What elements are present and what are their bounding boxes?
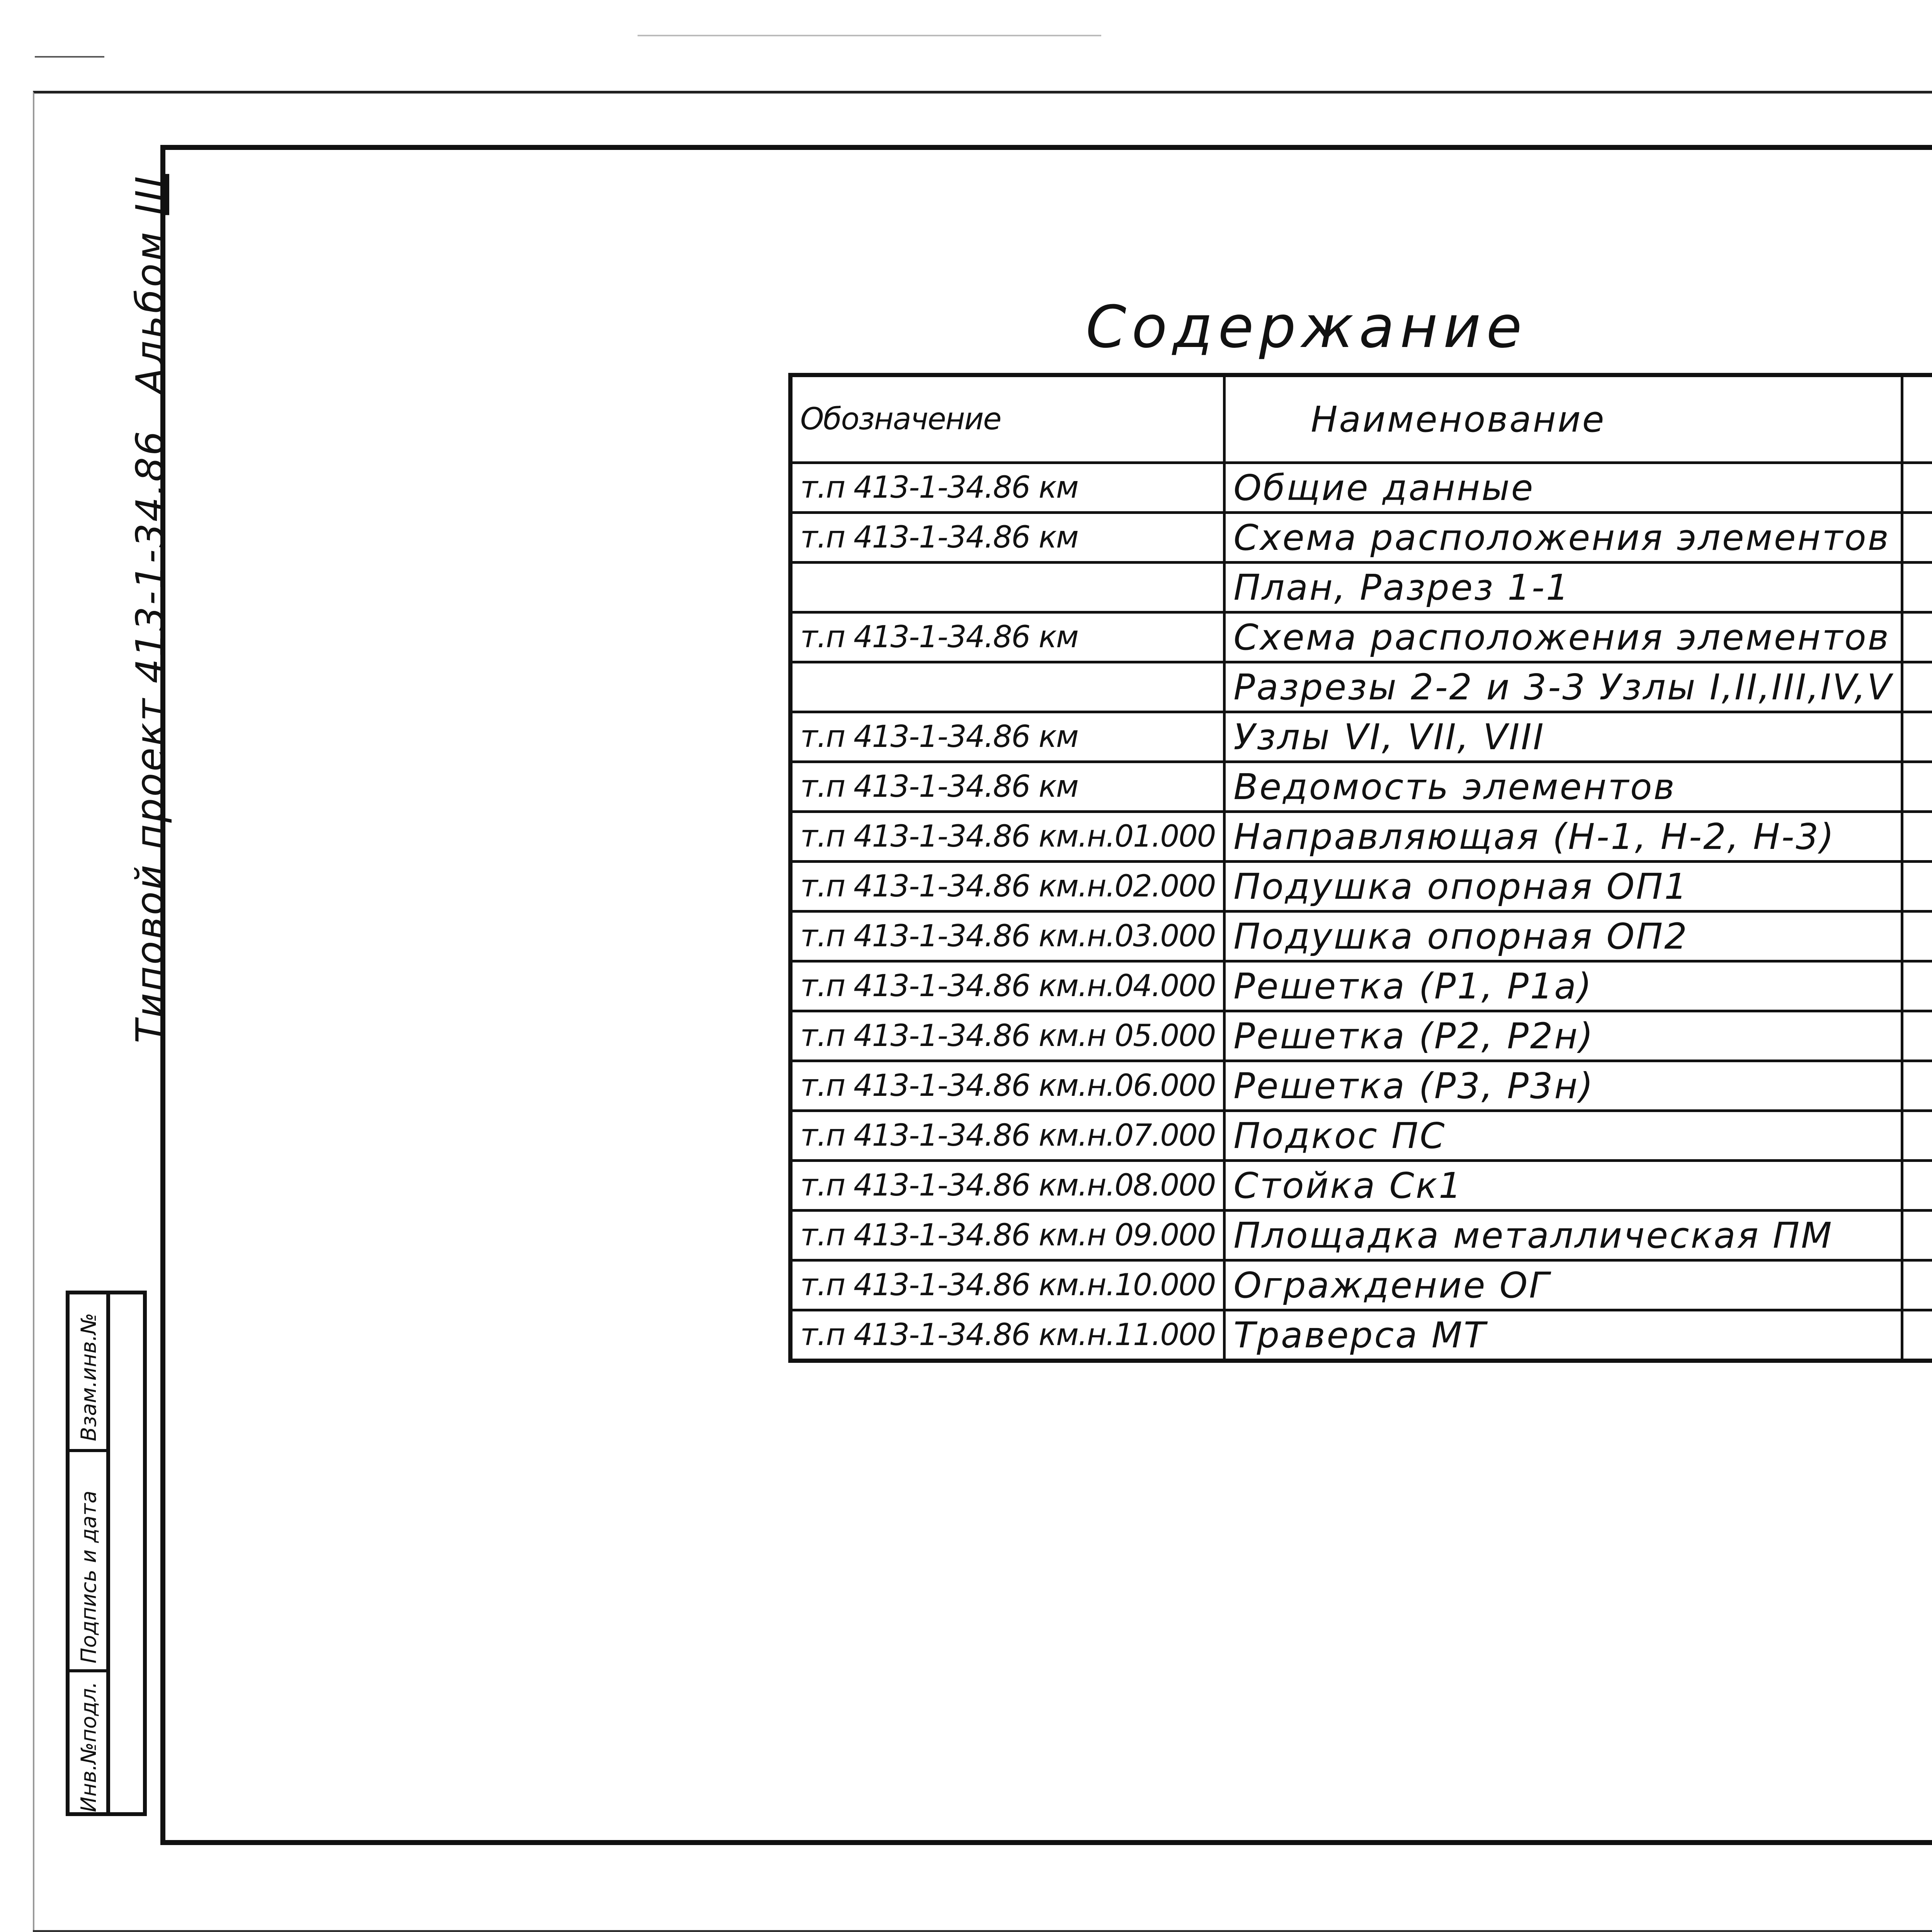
contents-table: [788, 373, 1932, 1363]
cell-page: [1902, 563, 1932, 612]
cell-designation: т.п 413-1-34.86 км.н.08.000: [791, 1161, 1225, 1211]
cell-designation: [791, 662, 1225, 712]
table-row: [791, 961, 1932, 1011]
cell-name: Узлы VI, VII, VIII: [1225, 712, 1902, 762]
table-row: [791, 612, 1932, 662]
cell-designation: т.п 413-1-34.86 км.н.11.000: [791, 1310, 1225, 1361]
cell-page: [1902, 513, 1932, 563]
cell-page: [1902, 912, 1932, 961]
header-name: Наименование: [1225, 375, 1902, 463]
cell-page: [1902, 1161, 1932, 1211]
cell-page: [1902, 1061, 1932, 1111]
table-row: [791, 1111, 1932, 1161]
cell-designation: т.п 413-1-34.86 км: [791, 712, 1225, 762]
cell-name: Ограждение ОГ: [1225, 1260, 1902, 1310]
table-row: [791, 513, 1932, 563]
table-row: [791, 1211, 1932, 1260]
cell-name: Направляющая (Н-1, Н-2, Н-3): [1225, 812, 1902, 862]
cell-designation: т.п 413-1-34.86 км.н.10.000: [791, 1260, 1225, 1310]
table-row: [791, 762, 1932, 812]
cell-name: Ведомость элементов: [1225, 762, 1902, 812]
project-label: Типовой проект 413-1-34.86: [128, 429, 173, 1043]
stamp-separator: [70, 1449, 106, 1452]
cell-page: [1902, 1011, 1932, 1061]
cell-name: Подушка опорная ОП2: [1225, 912, 1902, 961]
table-row: [791, 862, 1932, 912]
cell-designation: т.п 413-1-34.86 км.н.06.000: [791, 1061, 1225, 1111]
cell-name: Подушка опорная ОП1: [1225, 862, 1902, 912]
table-row: [791, 463, 1932, 513]
cell-page: [1902, 862, 1932, 912]
cell-designation: т.п 413-1-34.86 км: [791, 762, 1225, 812]
cell-designation: [791, 563, 1225, 612]
table-row: [791, 1260, 1932, 1310]
cell-page: [1902, 762, 1932, 812]
cell-page: [1902, 1111, 1932, 1161]
frame-bottom-line: [33, 1930, 1932, 1932]
cell-designation: т.п 413-1-34.86 км: [791, 513, 1225, 563]
cell-designation: т.п 413-1-34.86 км.н.04.000: [791, 961, 1225, 1011]
scan-mark: [638, 35, 1101, 36]
header-page: [1902, 375, 1932, 463]
table-row: [791, 812, 1932, 862]
table-row: [791, 662, 1932, 712]
cell-designation: т.п 413-1-34.86 км.н 05.000: [791, 1011, 1225, 1061]
cell-designation: т.п 413-1-34.86 км.н.01.000: [791, 812, 1225, 862]
stamp-inv-podl: Инв.№подл.: [77, 1681, 101, 1812]
table-row: [791, 1011, 1932, 1061]
cell-page: [1902, 662, 1932, 712]
cell-page: [1902, 712, 1932, 762]
cell-page: [1902, 1260, 1932, 1310]
cell-name: План, Разрез 1-1: [1225, 563, 1902, 612]
cell-name: Площадка металлическая ПМ: [1225, 1211, 1902, 1260]
cell-name: Подкос ПС: [1225, 1111, 1902, 1161]
cell-designation: т.п 413-1-34.86 км: [791, 463, 1225, 513]
cell-name: Решетка (Р3, Р3н): [1225, 1061, 1902, 1111]
cell-page: [1902, 961, 1932, 1011]
cell-page: [1902, 812, 1932, 862]
table-body: [791, 463, 1932, 1361]
table-row: [791, 563, 1932, 612]
cell-designation: т.п 413-1-34.86 км.н.03.000: [791, 912, 1225, 961]
cell-page: [1902, 1310, 1932, 1361]
album-label: [128, 174, 173, 394]
margin-stamp: [66, 1291, 147, 1816]
stamp-podpis-data: Подпись и дата: [77, 1490, 101, 1663]
scan-mark: [35, 56, 104, 58]
stamp-divider: [106, 1294, 110, 1812]
table-row: [791, 912, 1932, 961]
table-header-row: [791, 375, 1932, 463]
stamp-separator: [70, 1669, 106, 1672]
cell-name: Решетка (Р2, Р2н): [1225, 1011, 1902, 1061]
cell-page: [1902, 463, 1932, 513]
cell-name: Стойка Ск1: [1225, 1161, 1902, 1211]
header-designation: Обозначение: [791, 375, 1225, 463]
cell-page: [1902, 1211, 1932, 1260]
cell-designation: т.п 413-1-34.86 км.н 09.000: [791, 1211, 1225, 1260]
cell-name: Схема расположения элементов: [1225, 513, 1902, 563]
stamp-vzam-inv: Взам.инв.№: [77, 1313, 101, 1441]
cell-designation: т.п 413-1-34.86 км.н.07.000: [791, 1111, 1225, 1161]
album-label-text: Альбом: [128, 230, 173, 394]
table-row: [791, 1310, 1932, 1361]
table-row: [791, 1161, 1932, 1211]
cell-name: Схема расположения элементов: [1225, 612, 1902, 662]
cell-designation: т.п 413-1-34.86 км: [791, 612, 1225, 662]
album-number: III: [128, 174, 173, 215]
table-row: [791, 712, 1932, 762]
cell-page: [1902, 612, 1932, 662]
cell-name: Решетка (Р1, Р1а): [1225, 961, 1902, 1011]
page-title: Содержание: [1086, 294, 1527, 361]
cell-name: Разрезы 2-2 и 3-3 Узлы I,II,III,IV,V: [1225, 662, 1902, 712]
table-row: [791, 1061, 1932, 1111]
cell-name: Траверса МТ: [1225, 1310, 1902, 1361]
cell-designation: т.п 413-1-34.86 км.н.02.000: [791, 862, 1225, 912]
cell-name: Общие данные: [1225, 463, 1902, 513]
